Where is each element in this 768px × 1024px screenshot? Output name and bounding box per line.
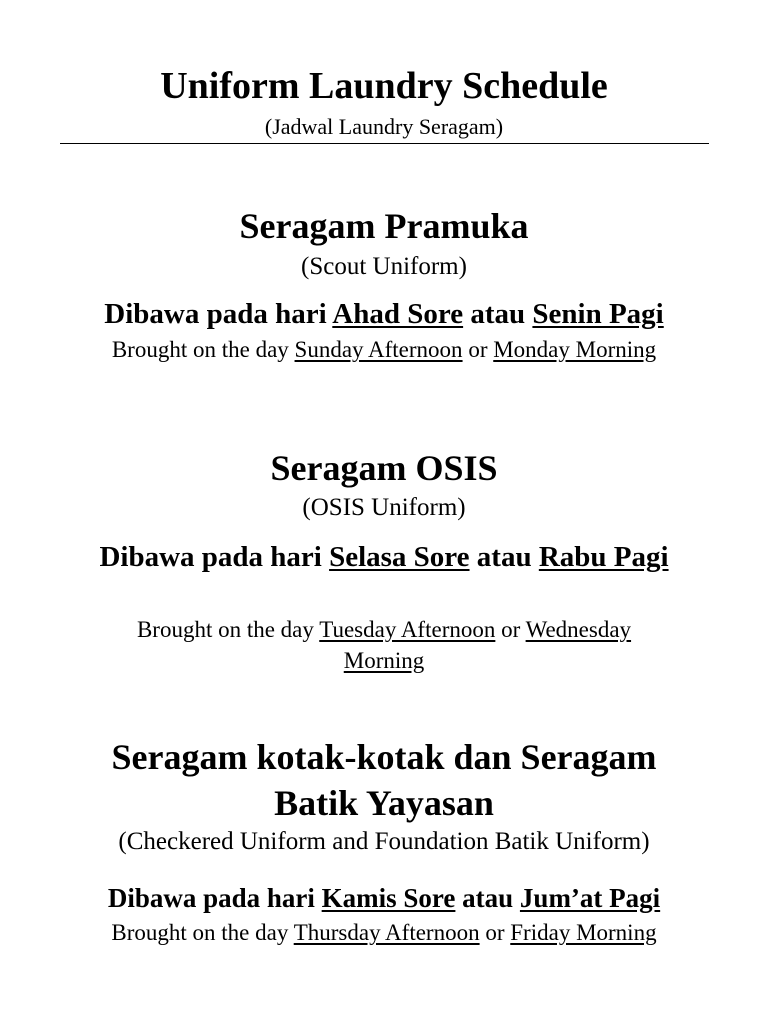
bring-day-1: Sunday Afternoon — [294, 337, 463, 362]
bring-day-2: Friday Morning — [510, 920, 657, 945]
carry-day-2: Senin Pagi — [532, 298, 664, 330]
bring-prefix: Brought on the day — [111, 337, 295, 362]
bring-prefix: Brought on the day — [136, 617, 320, 642]
bring-mid: or — [495, 617, 526, 642]
carry-day-2: Rabu Pagi — [538, 541, 669, 573]
section-subtitle-pramuka: (Scout Uniform) — [301, 253, 467, 280]
carry-prefix: Dibawa pada hari — [104, 298, 333, 330]
section-subtitle-batik: (Checkered Uniform and Foundation Batik Uniform) — [118, 828, 650, 855]
bring-line-osis — [94, 614, 674, 676]
carry-line-osis — [88, 539, 680, 576]
bring-day-2: Wednesday Morning — [343, 617, 632, 673]
bring-prefix: Brought on the day — [111, 920, 294, 945]
carry-prefix: Dibawa pada hari — [107, 883, 322, 913]
carry-mid: atau — [455, 883, 520, 913]
section-title-osis: Seragam OSIS — [270, 448, 498, 488]
page-title: Uniform Laundry Schedule — [160, 65, 608, 107]
title-divider — [60, 143, 709, 144]
carry-day-2: Jum’at Pagi — [519, 883, 661, 913]
carry-day-1: Selasa Sore — [329, 541, 470, 573]
bring-day-1: Tuesday Afternoon — [319, 617, 496, 642]
bring-mid: or — [462, 337, 494, 362]
bring-day-2: Monday Morning — [493, 337, 657, 362]
bring-line-batik — [0, 917, 768, 948]
section-title-pramuka: Seragam Pramuka — [239, 206, 529, 246]
carry-line-pramuka — [0, 296, 768, 333]
carry-day-1: Kamis Sore — [321, 883, 456, 913]
carry-day-1: Ahad Sore — [332, 298, 464, 330]
carry-line-batik — [0, 880, 768, 917]
section-subtitle-osis: (OSIS Uniform) — [302, 494, 466, 521]
page-subtitle: (Jadwal Laundry Seragam) — [264, 114, 504, 139]
bring-day-1: Thursday Afternoon — [293, 920, 480, 945]
bring-line-pramuka — [0, 334, 768, 365]
section-title-batik: Seragam kotak-kotak dan Seragam Batik Yayasan — [111, 737, 657, 823]
carry-mid: atau — [463, 298, 533, 330]
carry-prefix: Dibawa pada hari — [99, 541, 330, 573]
carry-mid: atau — [469, 541, 539, 573]
bring-mid: or — [479, 920, 511, 945]
